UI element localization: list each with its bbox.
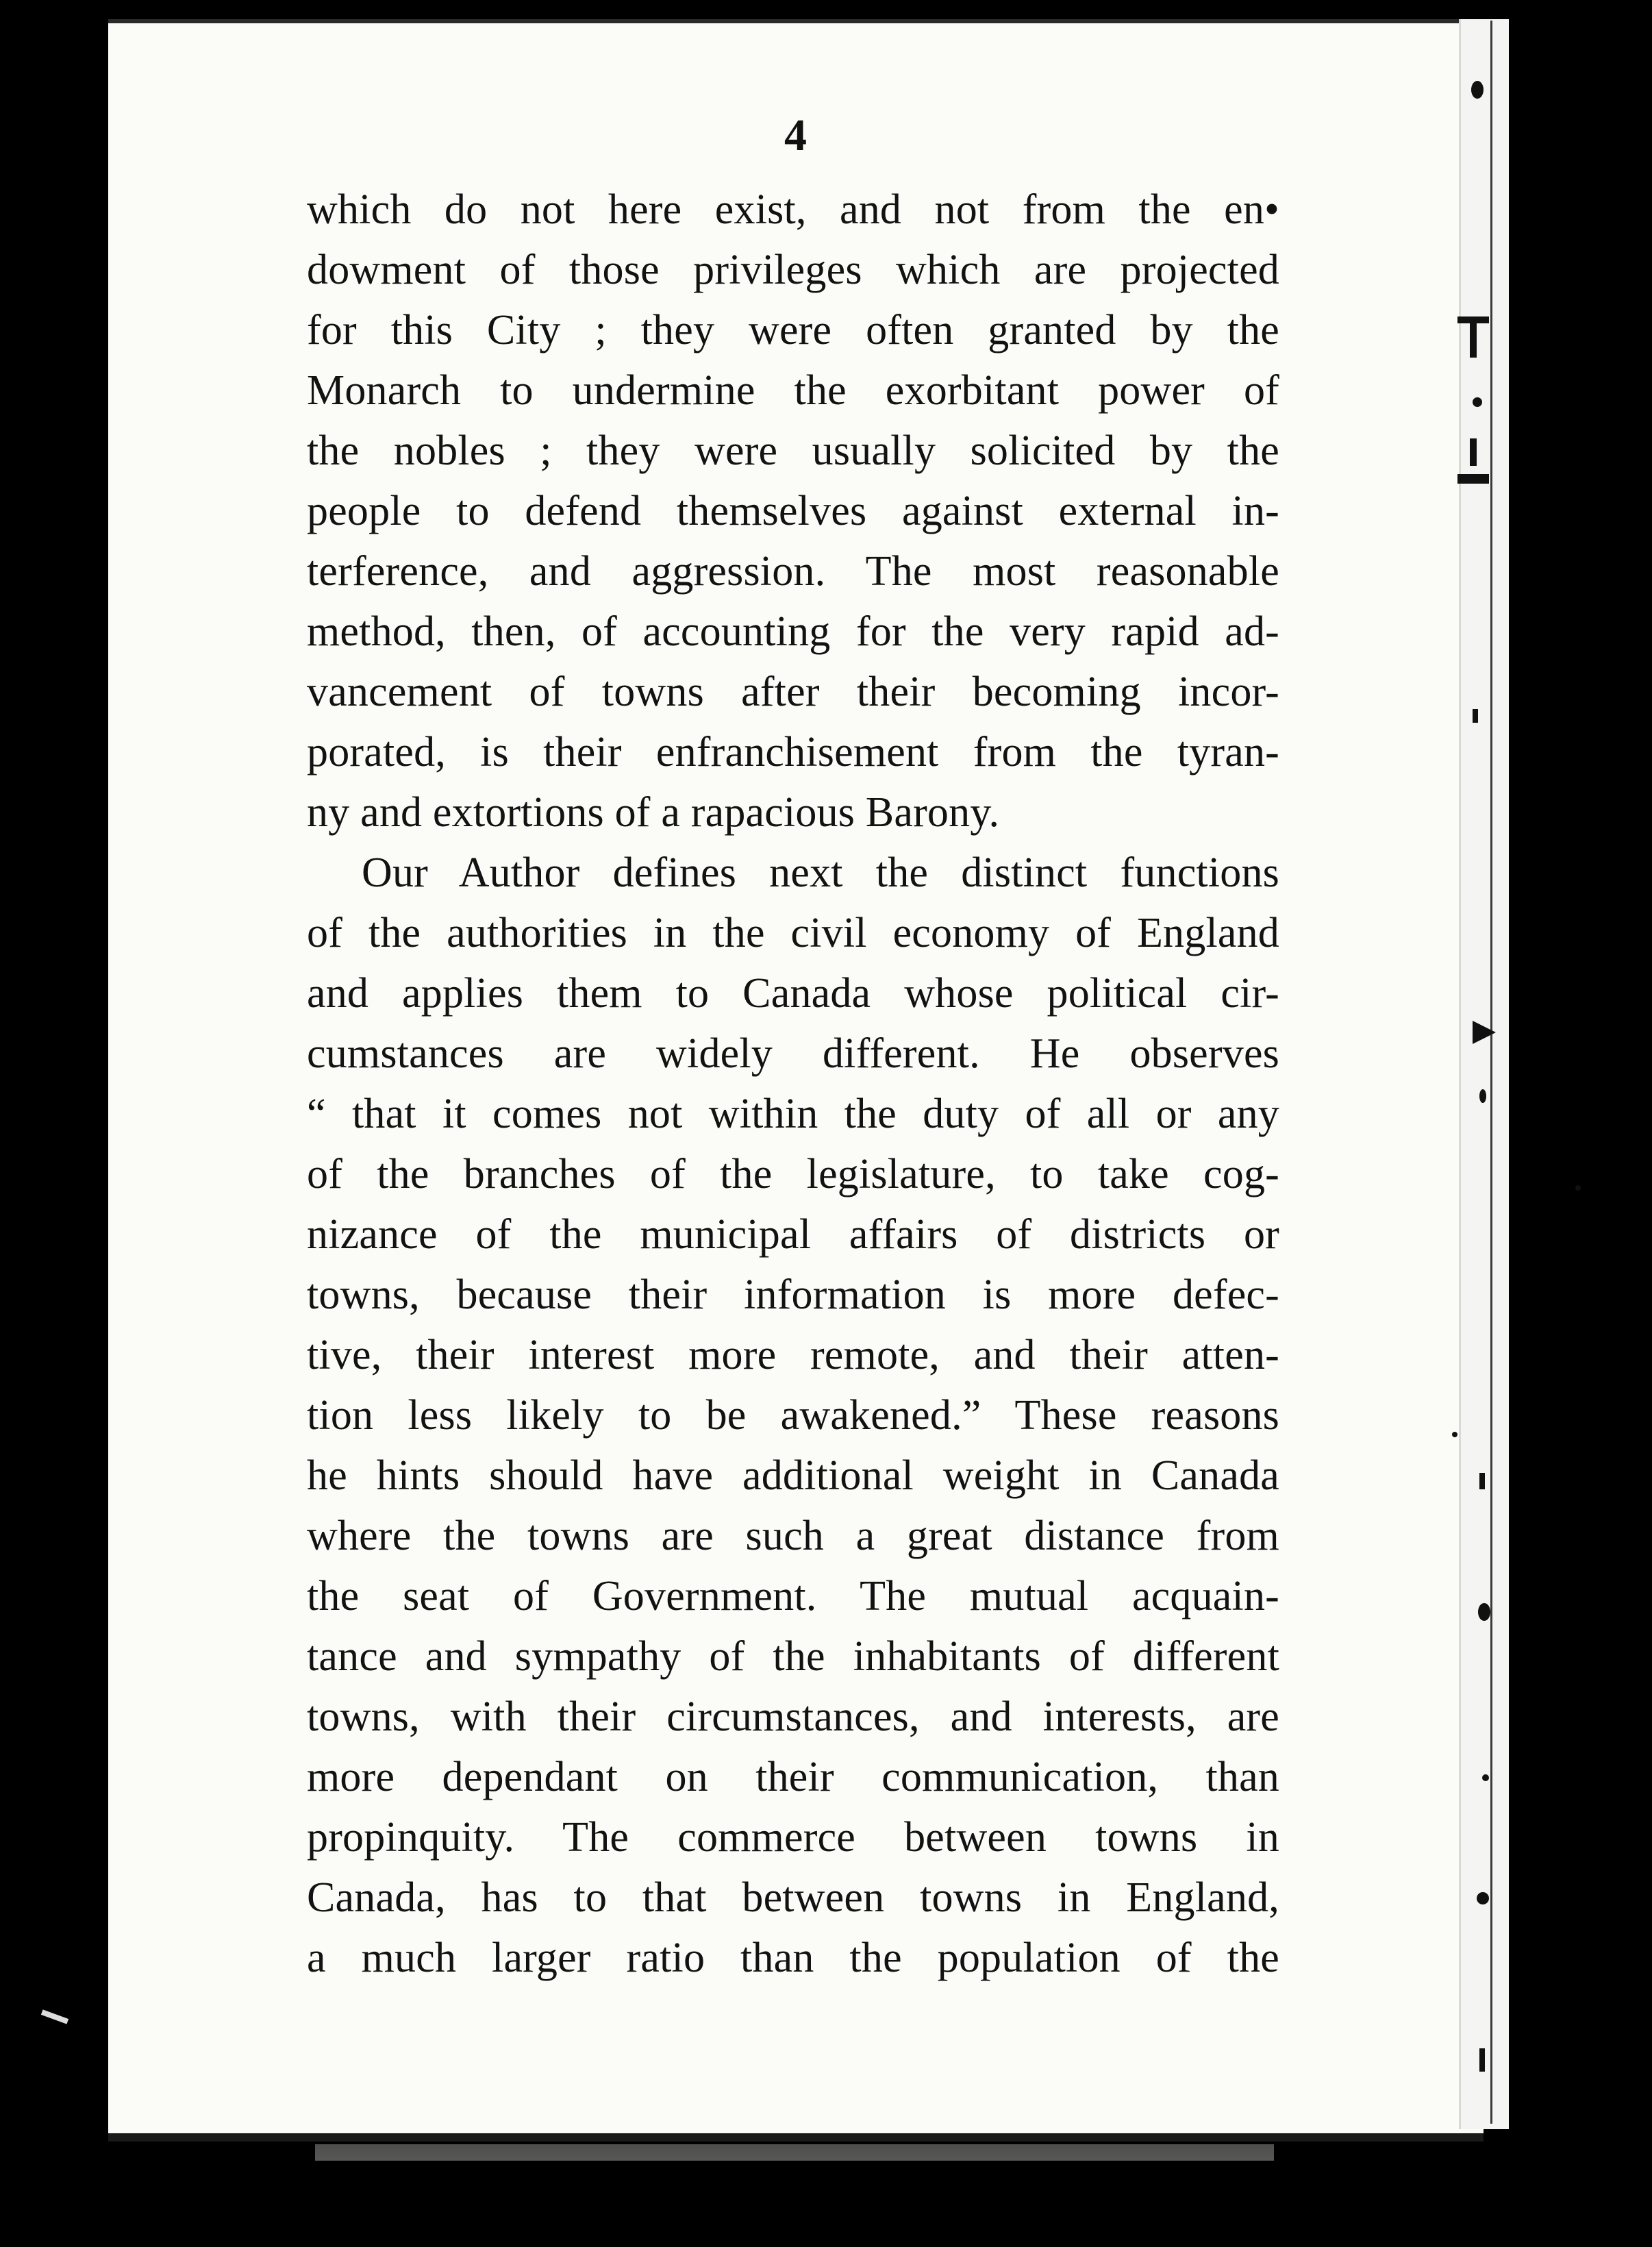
paragraph-start-line: Our Author defines next the distinct functions [362, 849, 1279, 896]
text-line: the nobles ; they were usually solicited by the [307, 427, 1279, 474]
edge-mark [1452, 1432, 1457, 1437]
edge-mark [1473, 397, 1482, 407]
edge-mark [1478, 1603, 1490, 1621]
text-line: tance and sympathy of the inhabitants of different [307, 1633, 1279, 1680]
edge-mark [1457, 474, 1489, 484]
text-line: nizance of the municipal affairs of districts or [307, 1211, 1279, 1258]
text-line: more dependant on their communication, than [307, 1754, 1279, 1800]
text-line: porated, is their enfranchisement from the tyran- [307, 729, 1279, 775]
body-text [307, 179, 1279, 1988]
edge-mark [1482, 1774, 1489, 1781]
page-number: 4 [784, 110, 807, 160]
edge-mark [1473, 709, 1478, 723]
text-line: terference, and aggression. The most reasonable [307, 548, 1279, 595]
text-line: dowment of those privileges which are projected [307, 247, 1279, 293]
text-line: he hints should have additional weight in Canada [307, 1452, 1279, 1499]
binding-edge [1459, 19, 1509, 2129]
show-through [315, 2144, 1274, 2161]
edge-mark [1479, 1089, 1486, 1103]
text-line: “ that it comes not within the duty of all or any [307, 1091, 1279, 1137]
text-line: where the towns are such a great distance from [307, 1513, 1279, 1559]
text-line: Monarch to undermine the exorbitant power of [307, 367, 1279, 414]
text-line: Canada, has to that between towns in England, [307, 1874, 1279, 1921]
edge-mark [1470, 322, 1477, 358]
text-line: of the branches of the legislature, to take cog- [307, 1151, 1279, 1197]
text-line: towns, with their circumstances, and interests, are [307, 1693, 1279, 1740]
text-line: propinquity. The commerce between towns in [307, 1814, 1279, 1861]
text-line: ny and extortions of a rapacious Barony. [307, 789, 1000, 836]
edge-mark [1470, 438, 1477, 466]
text-line: towns, because their information is more defec- [307, 1271, 1279, 1318]
edge-mark [1477, 1892, 1489, 1904]
text-line: cumstances are widely different. He observes [307, 1030, 1279, 1077]
text-line: people to defend themselves against external in- [307, 488, 1279, 534]
edge-mark [1479, 2048, 1485, 2072]
text-line: which do not here exist, and not from the en• [307, 186, 1279, 233]
margin-scratch [41, 2009, 68, 2024]
text-line: the seat of Government. The mutual acquain- [307, 1573, 1279, 1619]
text-line: tion less likely to be awakened.” These reasons [307, 1392, 1279, 1439]
text-line: and applies them to Canada whose political cir- [307, 970, 1279, 1017]
text-line: method, then, of accounting for the very rapid ad- [307, 608, 1279, 655]
text-line: tive, their interest more remote, and their atten- [307, 1332, 1279, 1378]
edge-mark [1479, 1473, 1485, 1489]
text-line: vancement of towns after their becoming incor- [307, 669, 1279, 715]
text-line: a much larger ratio than the population of the [307, 1935, 1279, 1981]
edge-mark [1471, 81, 1484, 99]
text-line: for this City ; they were often granted by the [307, 307, 1279, 353]
edge-mark [1575, 1185, 1581, 1191]
binding-line [1490, 21, 1492, 2124]
text-line: of the authorities in the civil economy of England [307, 910, 1279, 956]
